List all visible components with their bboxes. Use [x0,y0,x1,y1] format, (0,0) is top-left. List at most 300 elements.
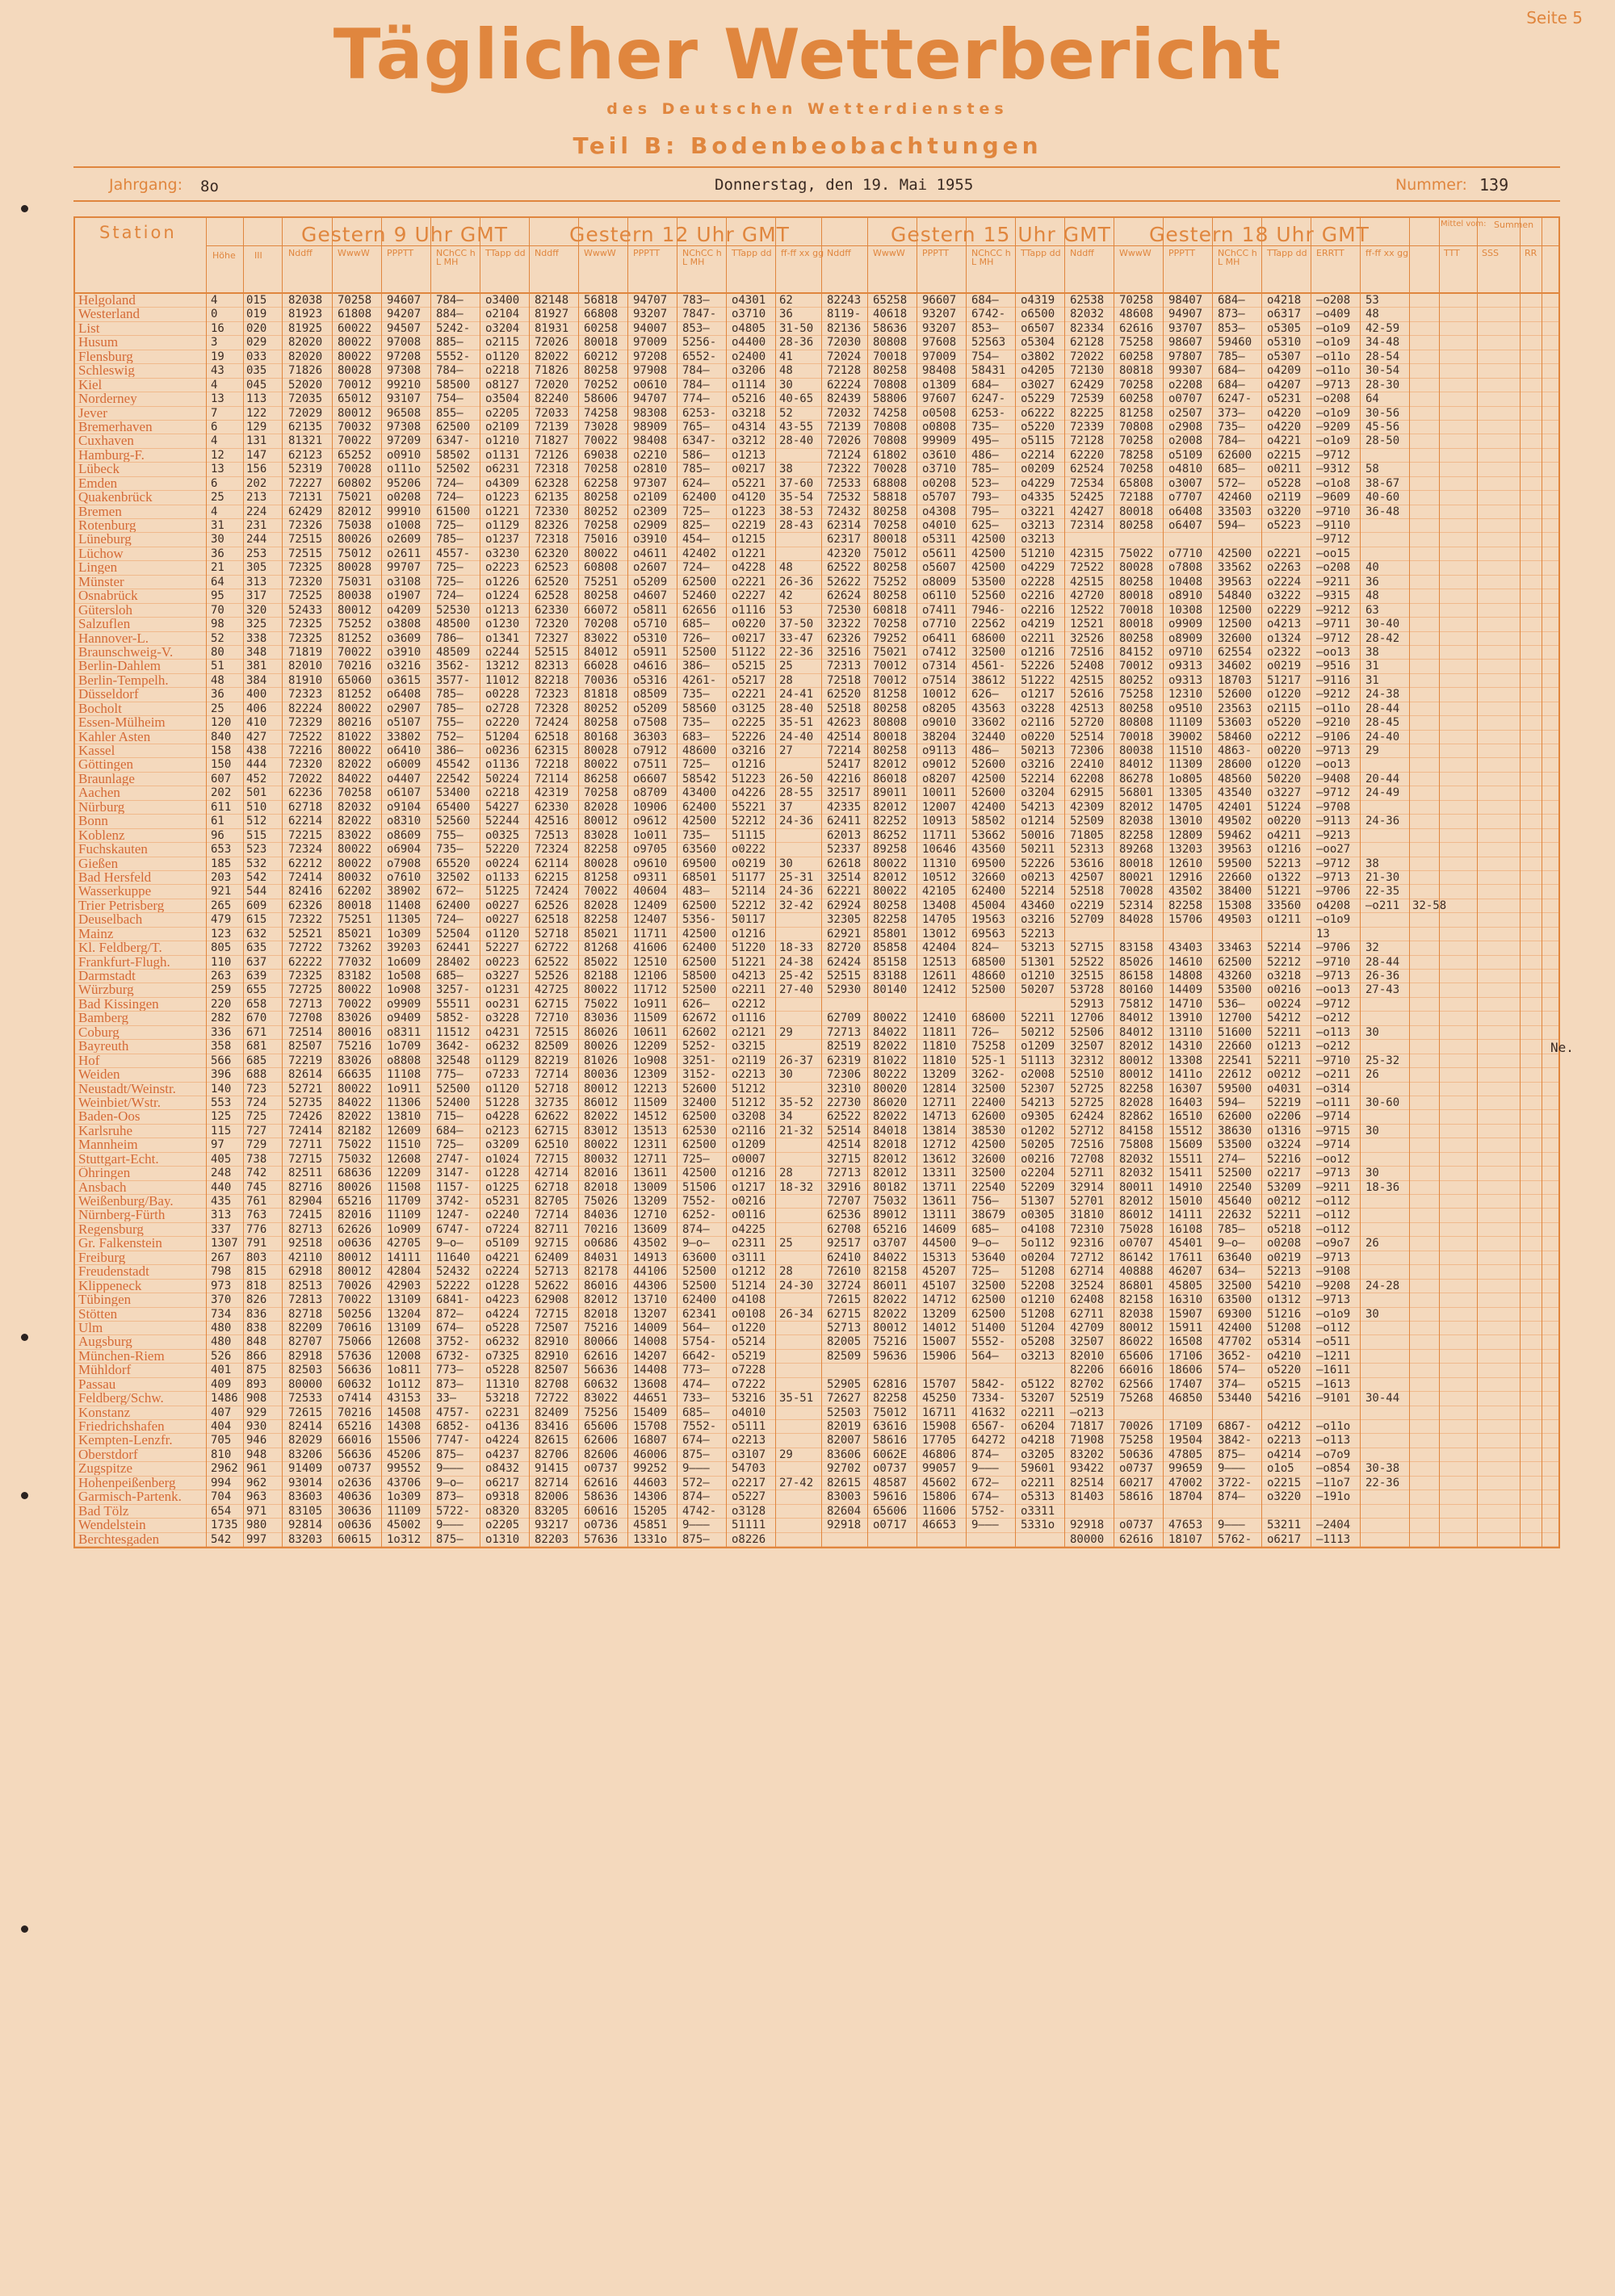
table-cell: 13010 [1168,815,1203,828]
table-cell: 52213 [1021,927,1055,941]
table-cell: 83603 [288,1490,323,1504]
table-cell: 51212 [732,1096,766,1109]
table-cell: 72325 [288,631,323,645]
table-cell: o4220 [1267,406,1302,420]
table-cell: 32500 [971,1082,1006,1096]
table-cell: o0808 [922,420,957,434]
table-cell: 62328 [535,476,569,490]
table-cell: 38679 [971,1209,1006,1222]
table-cell: 70258 [584,463,619,476]
table-cell: 62326 [827,631,862,645]
table-cell: 5242- [436,321,471,335]
table-cell: 42709 [1070,1321,1105,1334]
table-cell: 946 [246,1434,267,1448]
table-cell: 56818 [584,294,619,307]
table-row [75,646,1558,660]
table-cell: 41 [779,350,793,363]
table-row [75,1138,1558,1152]
table-cell: o8009 [922,575,957,589]
table-cell: 62400 [682,941,717,955]
table-cell: 3652- [1218,1349,1252,1363]
table-cell: —9712 [1316,533,1351,547]
table-cell: 81321 [288,434,323,448]
table-cell: 5356- [682,913,717,927]
table-cell: 82615 [827,1476,862,1489]
table-row [75,970,1558,983]
table-cell: 50224 [485,772,520,786]
table-cell: o0228 [485,688,520,702]
table-cell: 1o911 [633,997,668,1011]
table-cell: 91415 [535,1462,569,1476]
table-cell: 773— [682,1364,710,1377]
table-cell: 42500 [971,547,1006,560]
table-cell: 336 [211,1025,232,1039]
table-cell: 34-48 [1365,336,1400,350]
table-cell: 42216 [827,772,862,786]
table-cell: 84158 [1119,1124,1154,1138]
station-name: Augsburg [78,1335,132,1349]
table-cell: 32500 [971,1279,1006,1293]
table-row [75,364,1558,378]
table-cell: 60632 [584,1377,619,1391]
table-cell: 97307 [633,476,668,490]
table-cell: 62319 [827,1054,862,1067]
table-cell: o2227 [732,589,766,603]
table-cell: 7552- [682,1420,717,1433]
table-cell: 80258 [873,505,908,518]
table-cell: —9711 [1316,618,1351,631]
table-cell: 63 [1365,603,1379,617]
table-cell: 80028 [584,857,619,870]
table-cell: o0236 [485,744,520,757]
table-cell: 52522 [1070,955,1105,969]
table-cell: 474— [682,1377,710,1391]
table-cell: o2121 [732,1025,766,1039]
station-name: Bad Hersfeld [78,870,152,884]
table-cell: 43403 [1168,941,1203,955]
table-cell: 444 [246,758,267,772]
table-cell: o2109 [485,420,520,434]
table-cell: 52600 [1218,688,1252,702]
table-cell: 82203 [535,1532,569,1546]
table-cell: 64272 [971,1434,1006,1448]
station-name: Konstanz [78,1406,131,1419]
table-cell: 574— [1218,1364,1245,1377]
table-cell: o2240 [485,1209,520,1222]
table-cell: 82022 [584,1110,619,1124]
station-name: Bayreuth [78,1040,129,1054]
table-cell: 185 [211,857,232,870]
table-cell: 86018 [873,772,908,786]
table-cell: 774— [682,392,710,406]
table-cell: o3710 [732,308,766,321]
table-cell: 82012 [873,758,908,772]
table-cell: 51208 [1267,1321,1302,1334]
table-cell: 36-48 [1365,505,1400,518]
table-cell: 725— [682,1152,710,1166]
table-cell: 52220 [485,843,520,857]
table-header [75,218,1558,294]
table-cell: 13609 [633,1222,668,1236]
table-cell: o0737 [584,1462,619,1476]
table-cell: 838 [246,1321,267,1334]
table-cell: 13 [1316,927,1330,941]
table-cell: 52563 [971,336,1006,350]
table-cell: 52433 [288,603,323,617]
table-cell: 42110 [288,1251,323,1264]
table-cell: 875 [246,1364,267,1377]
table-cell: 37-50 [779,618,814,631]
table-cell: o2810 [633,463,668,476]
table-cell: o5229 [1021,392,1055,406]
table-cell: o1120 [485,927,520,941]
table-cell: 1o908 [387,983,422,997]
table-cell: 785— [682,463,710,476]
table-cell: 715— [436,1110,464,1124]
table-cell: 82258 [584,913,619,927]
table-cell: 980 [246,1519,267,1532]
table-cell: 3 [211,336,218,350]
table-cell: 52913 [1070,997,1105,1011]
table-cell: 52504 [436,927,471,941]
table-cell: 14610 [1168,955,1203,969]
table-cell: 53209 [1267,1180,1302,1194]
table-cell: 72534 [1070,476,1105,490]
table-cell: 12209 [633,1040,668,1054]
table-cell: 82706 [535,1448,569,1461]
table-cell: o8609 [387,828,422,842]
table-cell: 874— [1218,1490,1245,1504]
table-cell: 71805 [1070,828,1105,842]
table-cell: o7912 [633,744,668,757]
table-cell: 62400 [682,800,717,814]
table-cell: o2205 [485,1519,520,1532]
table-cell: 42320 [827,547,862,560]
table-cell: o7710 [922,618,957,631]
table-row [75,1533,1558,1547]
table-cell: 22540 [1218,1180,1252,1194]
table-cell: 11408 [387,899,422,912]
table-cell: —oo27 [1316,843,1351,857]
table-row [75,1026,1558,1040]
table-cell: 62714 [1070,1265,1105,1279]
table-cell: o2217 [732,1476,766,1489]
table-cell: 115 [211,1124,232,1138]
table-cell: o9113 [922,744,957,757]
table-cell: 62258 [584,476,619,490]
table-cell: 495— [971,434,999,448]
table-cell: 62523 [535,561,569,575]
table-row [75,928,1558,941]
table-cell: 48 [1365,589,1379,603]
table-cell: o0220 [1267,744,1302,757]
table-cell: 30 [779,857,793,870]
table-cell: 6732- [436,1349,471,1363]
table-cell: 80022 [873,857,908,870]
table-row [75,829,1558,843]
table-cell: o1215 [732,533,766,547]
table-cell: —o112 [1316,1209,1351,1222]
table-cell: 48 [1365,308,1379,321]
table-cell: 72714 [535,1068,569,1082]
table-cell: 99659 [1168,1462,1203,1476]
station-name: Göttingen [78,758,133,772]
table-cell: 65400 [436,800,471,814]
table-cell: o1230 [485,618,520,631]
table-cell: 53213 [1021,941,1055,955]
table-cell: 51228 [485,1096,520,1109]
table-cell: 15708 [633,1420,668,1433]
table-cell: 654 [211,1504,232,1518]
table-cell: 70258 [584,786,619,800]
table-cell: 963 [246,1490,267,1504]
table-row [75,1153,1558,1167]
table-cell: 72522 [288,730,323,744]
table-cell: —o213 [1070,1406,1105,1419]
table-cell: 82032 [1119,1167,1154,1180]
table-cell: 70022 [338,645,372,659]
table-row [75,350,1558,364]
station-name: List [78,321,100,335]
table-cell: o0910 [387,448,422,462]
table-cell: o2215 [1267,1476,1302,1489]
table-cell: o0216 [732,1195,766,1208]
table-cell: o5215 [1267,1377,1302,1391]
table-cell: o4229 [1021,476,1055,490]
table-cell: 70258 [338,294,372,307]
table-cell: 82038 [1119,1307,1154,1321]
nummer-label: Nummer: [1395,176,1467,194]
table-cell: 49502 [1218,815,1252,828]
table-cell: 84012 [1119,758,1154,772]
table-cell: 13305 [1168,786,1203,800]
table-cell: o1217 [1021,688,1055,702]
table-cell: 52600 [971,786,1006,800]
table-cell: o4205 [1021,364,1055,378]
table-cell: 12410 [922,1012,957,1025]
table-cell: 45602 [922,1476,957,1489]
table-cell: 1o309 [387,927,422,941]
table-cell: 30 [1365,1307,1379,1321]
table-cell: 24-49 [1365,786,1400,800]
table-cell: 86012 [584,1096,619,1109]
table-cell: 853— [1218,321,1245,335]
table-cell: 029 [246,336,267,350]
table-cell: 5252- [682,1040,717,1054]
table-cell: 724— [436,913,464,927]
table-cell: 60258 [1119,350,1154,363]
table-cell: 28-30 [1365,378,1400,392]
table-cell: o4031 [1267,1082,1302,1096]
table-cell: 99552 [387,1462,422,1476]
table-cell: 74258 [584,406,619,420]
table-cell: 10011 [922,786,957,800]
table-cell: 93207 [922,308,957,321]
table-cell: o4214 [1267,1448,1302,1461]
column-rule [1064,218,1065,1547]
table-cell: 62711 [1070,1307,1105,1321]
table-cell: o4314 [732,420,766,434]
table-cell: 13308 [1168,1054,1203,1067]
table-cell: 65060 [338,673,372,687]
table-cell: 18-32 [779,1180,814,1194]
table-cell: 72725 [288,983,323,997]
table-cell: 52514 [827,1124,862,1138]
table-cell: o4805 [732,321,766,335]
table-cell: o0219 [1267,660,1302,673]
table-cell: o5215 [732,660,766,673]
table-cell: 1o908 [633,1054,668,1067]
table-cell: 72516 [1070,1138,1105,1152]
table-cell: 42309 [1070,800,1105,814]
table-cell: o6507 [1021,321,1055,335]
table-cell: —oo13 [1316,758,1351,772]
table-cell: 28-40 [779,702,814,715]
table-cell: 80036 [584,1068,619,1082]
table-cell: —9213 [1316,828,1351,842]
table-cell: 16510 [1168,1110,1203,1124]
table-cell: 82206 [1070,1364,1105,1377]
table-cell: 11108 [387,1068,422,1082]
table-cell: 80018 [873,533,908,547]
table-cell: 94507 [387,321,422,335]
table-cell: 83203 [288,1532,323,1546]
station-name: Westerland [78,308,141,321]
table-cell: 82615 [535,1434,569,1448]
table-cell: 82904 [288,1195,323,1208]
table-cell: —9712 [1316,997,1351,1011]
header-rule-bottom [73,200,1560,202]
table-cell: 15907 [1168,1307,1203,1321]
table-cell: 784— [436,364,464,378]
table-cell: 10408 [1168,575,1203,589]
table-cell: 80258 [1119,519,1154,532]
table-cell: 997 [246,1532,267,1546]
table-cell: 65012 [338,392,372,406]
table-cell: o1220 [1267,688,1302,702]
table-row [75,674,1558,688]
table-cell: 62314 [827,519,862,532]
table-cell: 22562 [971,618,1006,631]
table-cell: 15506 [387,1434,422,1448]
table-cell: 14308 [387,1420,422,1433]
table-cell: —9710 [1316,505,1351,518]
table-cell: 53207 [1021,1392,1055,1406]
station-name: Kiel [78,378,103,392]
group-12-uhr: Gestern 12 Uhr GMT [569,223,790,246]
table-cell: —9713 [1316,1293,1351,1307]
table-cell: 62522 [827,1110,862,1124]
table-cell: 72627 [827,1392,862,1406]
table-cell: 62520 [535,575,569,589]
table-cell: 12522 [1070,603,1105,617]
table-cell: 43460 [1021,899,1055,912]
table-row [75,308,1558,321]
table-row [75,871,1558,885]
table-cell: o2215 [1267,448,1302,462]
table-cell: o2212 [732,997,766,1011]
table-cell: 82439 [827,392,862,406]
table-cell: 60802 [338,476,372,490]
table-cell: 404 [211,1420,232,1433]
table-cell: o2119 [1267,491,1302,505]
table-cell: 58500 [682,970,717,983]
table-cell: 84022 [338,772,372,786]
table-cell: 23563 [1218,702,1252,715]
table-cell: 16 [211,321,224,335]
station-name: Koblenz [78,828,125,842]
table-cell: 62656 [682,603,717,617]
table-cell: 1331o [633,1532,668,1546]
table-cell: o0217 [732,463,766,476]
table-cell: 1247- [436,1209,471,1222]
table-cell: o5115 [1021,434,1055,448]
table-cell: 52600 [682,1082,717,1096]
table-cell: 52509 [1070,815,1105,828]
table-cell: o0216 [1021,1152,1055,1166]
table-cell: o0227 [485,913,520,927]
table-cell: 18606 [1168,1364,1203,1377]
table-cell: 80258 [1119,575,1154,589]
table-cell: 32310 [827,1082,862,1096]
table-cell: 73028 [584,420,619,434]
table-cell: 82409 [535,1406,569,1419]
table-cell: 62624 [827,589,862,603]
table-cell: 80012 [1119,1068,1154,1082]
table-cell: 12611 [922,970,957,983]
table-cell: 29 [1365,744,1379,757]
table-cell: 82016 [584,1167,619,1180]
table-cell: o0217 [732,631,766,645]
table-cell: o2908 [1168,420,1203,434]
table-cell: o2216 [1021,603,1055,617]
table-cell: —9713 [1316,1167,1351,1180]
subcolumn-header: WwwW [1119,248,1151,258]
table-cell: 611 [211,800,232,814]
table-cell: 52515 [535,645,569,659]
table-cell: 727 [246,1124,267,1138]
table-cell: 82707 [288,1335,323,1349]
table-cell: o1116 [732,603,766,617]
table-cell: —9211 [1316,1180,1351,1194]
table-cell: 46806 [922,1448,957,1461]
punch-hole [21,1334,28,1341]
table-row [75,1125,1558,1138]
table-cell: 82012 [873,1167,908,1180]
table-cell: 75031 [338,575,372,589]
table-cell: 25-42 [779,970,814,983]
table-cell: 72323 [535,688,569,702]
table-cell: 40 [1365,561,1379,575]
table-cell: 1o112 [387,1377,422,1391]
table-cell: 16711 [922,1406,957,1419]
table-cell: 83028 [584,828,619,842]
table-cell: 28-45 [1365,716,1400,730]
table-cell: o1133 [485,870,520,884]
punch-hole [21,1925,28,1933]
table-cell: —o409 [1316,308,1351,321]
table-cell: o7414 [338,1392,372,1406]
table-cell: 65258 [873,294,908,307]
table-cell: o2217 [1267,1167,1302,1180]
table-cell: 53 [779,603,793,617]
table-cell: 338 [246,631,267,645]
table-cell: 27-42 [779,1476,814,1489]
table-cell: o5228 [485,1364,520,1377]
table-cell: 62214 [288,815,323,828]
table-cell: 97209 [387,434,422,448]
table-cell: 12 [211,448,224,462]
